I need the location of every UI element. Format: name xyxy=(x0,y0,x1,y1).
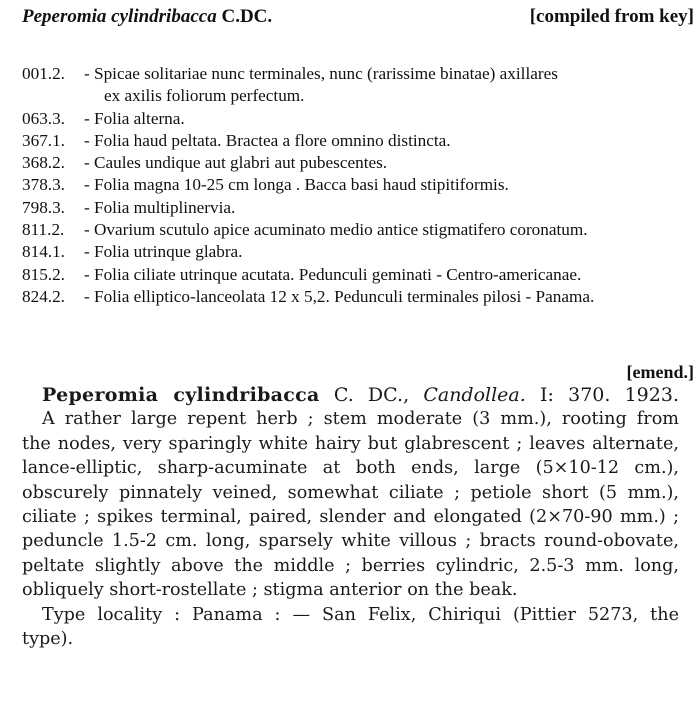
description-line: lance-elliptic, sharp-acuminate at both ends, large (5×10-12 cm.), xyxy=(22,458,679,479)
key-code: 368.2. xyxy=(22,153,65,173)
key-entry xyxy=(22,108,698,130)
description-line: peltate slightly above the middle ; berries cylindric, 2.5-3 mm. long, xyxy=(22,555,679,576)
key-text: - Caules undique aut glabri aut pubescentes. xyxy=(84,153,388,173)
key-code: 367.1. xyxy=(22,130,65,150)
key-code: 824.2. xyxy=(22,286,65,306)
key-text: - Folia magna 10-25 cm longa . Bacca basi haud stipitiformis. xyxy=(84,175,509,195)
description-line: ciliate ; spikes terminal, paired, slender and elongated (2×70-90 mm.) ; xyxy=(22,507,679,528)
header-author: C.DC. xyxy=(221,6,273,27)
key-entry xyxy=(22,130,698,152)
emend-tag: [emend.] xyxy=(626,362,694,382)
key-code: 798.3. xyxy=(22,197,65,217)
description-line: peduncle 1.5-2 cm. long, sparsely white villous ; bracts round-obovate, xyxy=(22,531,679,552)
description-title xyxy=(22,383,679,407)
key-list xyxy=(22,63,698,308)
description-line: obscurely pinnately veined, somewhat ciliate ; petiole short (5 mm.), xyxy=(22,482,679,503)
key-entry xyxy=(22,152,698,174)
key-entry xyxy=(22,174,698,196)
key-code: 378.3. xyxy=(22,175,65,195)
header-species xyxy=(22,6,272,28)
header-species-name: Peperomia cylindribacca xyxy=(22,6,217,27)
type-locality-line: Type locality : Panama : — San Felix, Chiriqui (Pittier 5273, the xyxy=(42,604,679,625)
key-text: - Folia alterna. xyxy=(84,108,185,128)
key-text: - Folia haud peltata. Bractea a flore omnino distincta. xyxy=(84,130,451,150)
taxon-authority: C. DC., xyxy=(333,384,410,406)
key-text: - Folia ciliate utrinque acutata. Pedunculi geminati - Centro-americanae. xyxy=(84,264,582,284)
header-note: [compiled from key] xyxy=(529,6,694,27)
key-code: 001.2. xyxy=(22,64,65,83)
key-text: - Folia multiplinervia. xyxy=(84,197,236,217)
key-text: - Folia utrinque glabra. xyxy=(84,242,243,262)
key-text: - Spicae solitariae nunc terminales, nunc (rarissime binatae) axillares xyxy=(84,64,558,83)
key-code: 814.1. xyxy=(22,242,65,262)
description-line: the nodes, very sparingly white hairy but glabrescent ; leaves alternate, xyxy=(22,433,679,454)
key-entry xyxy=(22,264,698,286)
taxon-name: Peperomia cylindribacca xyxy=(42,384,320,406)
species-description xyxy=(22,383,679,651)
key-code: 815.2. xyxy=(22,264,65,284)
key-entry xyxy=(22,197,698,219)
key-text: - Folia elliptico-lanceolata 12 x 5,2. Pedunculi terminales pilosi - Panama. xyxy=(84,286,595,306)
header xyxy=(22,6,694,32)
key-text: - Ovarium scutulo apice acuminato medio antice stigmatifero coronatum. xyxy=(84,220,588,240)
key-code: 063.3. xyxy=(22,108,65,128)
type-locality-line: type). xyxy=(22,629,74,650)
key-entry xyxy=(22,241,698,263)
description-line: obliquely short-rostellate ; stigma anterior on the beak. xyxy=(22,580,518,601)
key-entry xyxy=(22,63,698,85)
key-code: 811.2. xyxy=(22,220,65,240)
key-entry-continuation xyxy=(22,85,698,107)
publication-name: Candollea. xyxy=(423,384,526,406)
key-entry xyxy=(22,219,698,241)
description-line: A rather large repent herb ; stem moderate (3 mm.), rooting from xyxy=(42,409,679,430)
key-text: ex axilis foliorum perfectum. xyxy=(104,86,305,106)
publication-citation: I: 370. 1923. xyxy=(540,384,679,406)
key-entry xyxy=(22,286,698,308)
